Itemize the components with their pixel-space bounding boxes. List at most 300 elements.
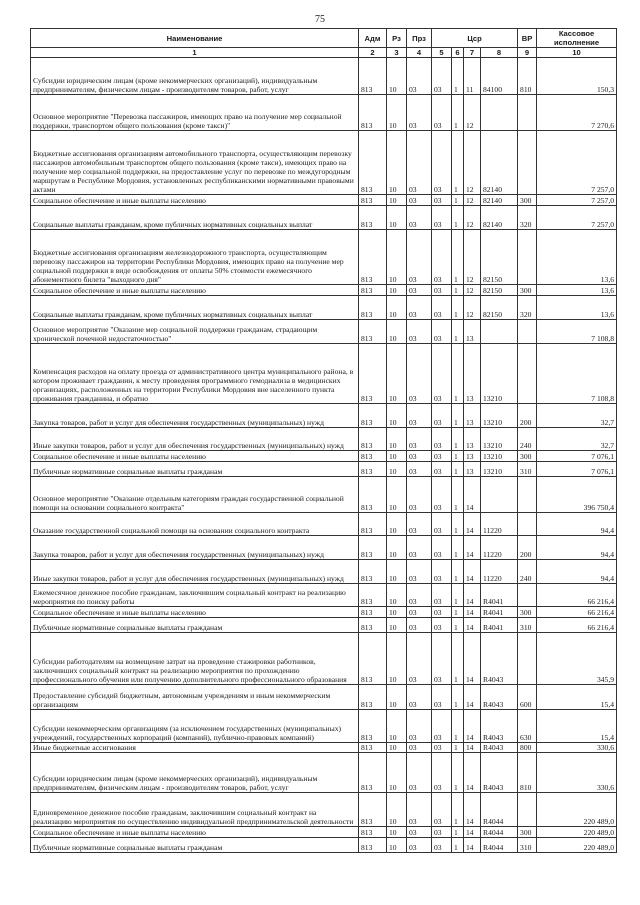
- row-sum: 7 108,8: [537, 344, 617, 404]
- row-csr-2: 1: [452, 58, 464, 95]
- row-csr-2: 1: [452, 560, 464, 584]
- row-csr-1: 03: [432, 753, 452, 793]
- row-prz: 03: [407, 285, 432, 296]
- row-sum: 345,9: [537, 633, 617, 685]
- table-header: [31, 29, 617, 48]
- row-adm: 813: [359, 633, 387, 685]
- row-prz: 03: [407, 428, 432, 451]
- row-csr-1: 03: [432, 206, 452, 230]
- column-number: 9: [518, 48, 537, 58]
- row-csr-1: 03: [432, 685, 452, 710]
- row-rz: 10: [387, 296, 407, 320]
- row-sum: 13,6: [537, 296, 617, 320]
- row-name: Оказание государственной социальной помощи на основании социального контракта: [31, 513, 359, 536]
- row-prz: 03: [407, 58, 432, 95]
- row-name: Единовременное денежное пособие гражданам, заключившим социальный контракт на реализацию мероприятия по осуществлению индивидуальной предпринимательской деятельности: [31, 793, 359, 827]
- table-row: [31, 195, 617, 206]
- row-csr-2: 1: [452, 633, 464, 685]
- row-csr-3: 14: [464, 710, 481, 743]
- row-csr-4: 13210: [481, 428, 518, 451]
- row-csr-4: R4044: [481, 793, 518, 827]
- row-vr: 300: [518, 285, 537, 296]
- row-csr-1: 03: [432, 462, 452, 477]
- row-name: Бюджетные ассигнования организациям железнодорожного транспорта, осуществляющим перевозку пассажиров на территории Республики Мордовия, имеющих право на получение мер социальной поддержки в виде освобождения от оплаты 50% стоимости ежемесячного абонементного билета "выходного дня": [31, 230, 359, 285]
- row-rz: 10: [387, 753, 407, 793]
- table-row: [31, 793, 617, 827]
- row-csr-1: 03: [432, 710, 452, 743]
- table-row: [31, 685, 617, 710]
- row-rz: 10: [387, 633, 407, 685]
- row-csr-4: 11220: [481, 513, 518, 536]
- row-csr-3: 12: [464, 296, 481, 320]
- row-prz: 03: [407, 404, 432, 428]
- row-adm: 813: [359, 477, 387, 513]
- row-csr-1: 03: [432, 827, 452, 838]
- row-rz: 10: [387, 793, 407, 827]
- row-csr-3: 14: [464, 685, 481, 710]
- row-vr: 200: [518, 536, 537, 560]
- row-vr: 310: [518, 838, 537, 853]
- row-vr: [518, 230, 537, 285]
- row-sum: 32,7: [537, 428, 617, 451]
- row-prz: 03: [407, 793, 432, 827]
- table-row: [31, 753, 617, 793]
- row-adm: 813: [359, 230, 387, 285]
- row-name: Закупка товаров, работ и услуг для обеспечения государственных (муниципальных) нужд: [31, 536, 359, 560]
- row-name: Социальное обеспечение и иные выплаты населению: [31, 451, 359, 462]
- row-rz: 10: [387, 462, 407, 477]
- table-row: [31, 58, 617, 95]
- row-vr: 200: [518, 404, 537, 428]
- row-adm: 813: [359, 536, 387, 560]
- row-prz: 03: [407, 477, 432, 513]
- row-sum: 7 257,0: [537, 206, 617, 230]
- table-row: [31, 230, 617, 285]
- row-adm: 813: [359, 710, 387, 743]
- row-name: Социальные выплаты гражданам, кроме публичных нормативных социальных выплат: [31, 296, 359, 320]
- column-numbers-row: [31, 48, 617, 58]
- row-vr: 320: [518, 206, 537, 230]
- row-prz: 03: [407, 710, 432, 743]
- row-prz: 03: [407, 462, 432, 477]
- column-number: 10: [537, 48, 617, 58]
- row-prz: 03: [407, 230, 432, 285]
- row-name: Закупка товаров, работ и услуг для обеспечения государственных (муниципальных) нужд: [31, 404, 359, 428]
- row-rz: 10: [387, 838, 407, 853]
- row-name: Основное мероприятие "Оказание отдельным категориям граждан государственной социальной помощи на основании социального контракта": [31, 477, 359, 513]
- header-sum: Кассовое исполнение: [537, 29, 617, 48]
- row-csr-1: 03: [432, 513, 452, 536]
- row-name: Бюджетные ассигнования организациям автомобильного транспорта, осуществляющим перевозку пассажиров автомобильным транспортом общего пользования (кроме такси), имеющих право на получение мер социальной поддержки, на предоставление услуг по перевозке по междугородным маршрутам в Республике Мордовия, установленных республиканскими нормативными правовыми актами: [31, 131, 359, 195]
- row-csr-1: 03: [432, 296, 452, 320]
- row-name: Социальное обеспечение и иные выплаты населению: [31, 607, 359, 618]
- row-csr-2: 1: [452, 536, 464, 560]
- row-csr-4: R4041: [481, 607, 518, 618]
- column-number: 8: [481, 48, 518, 58]
- row-adm: 813: [359, 618, 387, 633]
- row-csr-2: 1: [452, 131, 464, 195]
- row-name: Компенсация расходов на оплату проезда от административного центра муниципального района, в котором проживает гражданин, к месту проведения программного гемодиализа в медицинских организациях, расположенных на территории Республики Мордовия вне населенного пункта проживания гражданина, и обратно: [31, 344, 359, 404]
- row-csr-1: 03: [432, 285, 452, 296]
- row-csr-4: [481, 320, 518, 344]
- row-adm: 813: [359, 58, 387, 95]
- table-body: [31, 58, 617, 853]
- row-rz: 10: [387, 451, 407, 462]
- row-sum: 15,4: [537, 710, 617, 743]
- row-sum: 94,4: [537, 513, 617, 536]
- row-csr-3: 14: [464, 838, 481, 853]
- row-csr-4: 82150: [481, 296, 518, 320]
- row-rz: 10: [387, 584, 407, 607]
- table-row: [31, 462, 617, 477]
- table-row: [31, 710, 617, 743]
- row-csr-1: 03: [432, 131, 452, 195]
- row-vr: 240: [518, 428, 537, 451]
- row-csr-1: 03: [432, 793, 452, 827]
- row-rz: 10: [387, 428, 407, 451]
- row-name: Предоставление субсидий бюджетным, автономным учреждениям и иным некоммерческим организациям: [31, 685, 359, 710]
- row-prz: 03: [407, 344, 432, 404]
- row-sum: 7 076,1: [537, 462, 617, 477]
- row-csr-4: 13210: [481, 404, 518, 428]
- row-vr: [518, 320, 537, 344]
- row-adm: 813: [359, 320, 387, 344]
- row-csr-4: [481, 95, 518, 131]
- row-name: Социальное обеспечение и иные выплаты населению: [31, 285, 359, 296]
- table-row: [31, 404, 617, 428]
- column-number: 1: [31, 48, 359, 58]
- row-prz: 03: [407, 827, 432, 838]
- row-vr: 240: [518, 560, 537, 584]
- row-adm: 813: [359, 743, 387, 753]
- column-number: 4: [407, 48, 432, 58]
- header-vr: ВР: [518, 29, 537, 48]
- row-csr-3: 14: [464, 477, 481, 513]
- table-row: [31, 838, 617, 853]
- row-rz: 10: [387, 477, 407, 513]
- row-csr-4: R4044: [481, 827, 518, 838]
- row-adm: 813: [359, 404, 387, 428]
- row-csr-3: 14: [464, 618, 481, 633]
- row-csr-4: 13210: [481, 344, 518, 404]
- row-csr-3: 12: [464, 95, 481, 131]
- row-sum: 330,6: [537, 743, 617, 753]
- row-prz: 03: [407, 320, 432, 344]
- row-csr-4: 82150: [481, 285, 518, 296]
- row-csr-3: 14: [464, 584, 481, 607]
- table-row: [31, 536, 617, 560]
- row-name: Публичные нормативные социальные выплаты гражданам: [31, 462, 359, 477]
- row-csr-4: 82140: [481, 195, 518, 206]
- row-rz: 10: [387, 285, 407, 296]
- row-rz: 10: [387, 607, 407, 618]
- row-csr-2: 1: [452, 743, 464, 753]
- row-name: Субсидии работодателям на возмещение затрат на проведение стажировки работников, заключивших социальный контракт на реализацию мероприятия по прохождению профессионального обучения или получению дополнительного профессионального образования: [31, 633, 359, 685]
- row-csr-2: 1: [452, 451, 464, 462]
- row-csr-3: 12: [464, 131, 481, 195]
- row-csr-4: R4043: [481, 685, 518, 710]
- row-csr-4: R4043: [481, 633, 518, 685]
- row-sum: 7 270,6: [537, 95, 617, 131]
- row-sum: 13,6: [537, 230, 617, 285]
- row-rz: 10: [387, 320, 407, 344]
- row-name: Иные закупки товаров, работ и услуг для обеспечения государственных (муниципальных) нужд: [31, 560, 359, 584]
- row-csr-3: 13: [464, 344, 481, 404]
- row-csr-4: 13210: [481, 451, 518, 462]
- row-vr: [518, 344, 537, 404]
- row-csr-2: 1: [452, 838, 464, 853]
- row-adm: 813: [359, 206, 387, 230]
- row-csr-1: 03: [432, 344, 452, 404]
- row-csr-3: 12: [464, 230, 481, 285]
- row-rz: 10: [387, 513, 407, 536]
- row-adm: 813: [359, 827, 387, 838]
- row-csr-2: 1: [452, 584, 464, 607]
- row-rz: 10: [387, 230, 407, 285]
- row-rz: 10: [387, 827, 407, 838]
- column-number: 2: [359, 48, 387, 58]
- row-csr-3: 14: [464, 536, 481, 560]
- row-csr-3: 14: [464, 633, 481, 685]
- row-csr-1: 03: [432, 633, 452, 685]
- row-csr-3: 14: [464, 513, 481, 536]
- row-csr-3: 13: [464, 404, 481, 428]
- row-csr-4: 13210: [481, 462, 518, 477]
- row-name: Иные закупки товаров, работ и услуг для обеспечения государственных (муниципальных) нужд: [31, 428, 359, 451]
- row-prz: 03: [407, 753, 432, 793]
- row-csr-3: 12: [464, 206, 481, 230]
- row-csr-1: 03: [432, 320, 452, 344]
- row-csr-4: 82150: [481, 230, 518, 285]
- row-csr-2: 1: [452, 206, 464, 230]
- row-name: Социальное обеспечение и иные выплаты населению: [31, 827, 359, 838]
- header-rz: Рз: [387, 29, 407, 48]
- table-row: [31, 633, 617, 685]
- row-csr-1: 03: [432, 607, 452, 618]
- row-csr-3: 12: [464, 285, 481, 296]
- row-vr: 810: [518, 58, 537, 95]
- row-sum: 7 257,0: [537, 195, 617, 206]
- row-rz: 10: [387, 404, 407, 428]
- row-rz: 10: [387, 95, 407, 131]
- row-vr: 310: [518, 462, 537, 477]
- row-csr-1: 03: [432, 743, 452, 753]
- row-name: Публичные нормативные социальные выплаты гражданам: [31, 838, 359, 853]
- table-row: [31, 206, 617, 230]
- row-adm: 813: [359, 462, 387, 477]
- row-rz: 10: [387, 536, 407, 560]
- row-csr-4: R4043: [481, 753, 518, 793]
- row-csr-4: 11220: [481, 560, 518, 584]
- row-prz: 03: [407, 607, 432, 618]
- table-row: [31, 428, 617, 451]
- column-number: 6: [452, 48, 464, 58]
- row-csr-2: 1: [452, 477, 464, 513]
- row-name: Субсидии некоммерческим организациям (за исключением государственных (муниципальных) учреждений, государственных корпораций (компаний), публично-правовых компаний): [31, 710, 359, 743]
- row-rz: 10: [387, 743, 407, 753]
- header-prz: Прз: [407, 29, 432, 48]
- row-adm: 813: [359, 685, 387, 710]
- row-csr-1: 03: [432, 404, 452, 428]
- row-csr-4: 82140: [481, 131, 518, 195]
- table-row: [31, 743, 617, 753]
- row-sum: 32,7: [537, 404, 617, 428]
- row-prz: 03: [407, 560, 432, 584]
- row-prz: 03: [407, 451, 432, 462]
- row-adm: 813: [359, 285, 387, 296]
- row-vr: 630: [518, 710, 537, 743]
- table-row: [31, 296, 617, 320]
- row-csr-2: 1: [452, 793, 464, 827]
- column-number: 3: [387, 48, 407, 58]
- row-vr: [518, 584, 537, 607]
- table-row: [31, 584, 617, 607]
- row-csr-3: 13: [464, 320, 481, 344]
- row-csr-2: 1: [452, 618, 464, 633]
- row-prz: 03: [407, 131, 432, 195]
- row-sum: 7 257,0: [537, 131, 617, 195]
- budget-execution-table: [30, 28, 617, 853]
- row-csr-4: 11220: [481, 536, 518, 560]
- row-csr-1: 03: [432, 95, 452, 131]
- row-csr-1: 03: [432, 451, 452, 462]
- row-name: Иные бюджетные ассигнования: [31, 743, 359, 753]
- table-row: [31, 513, 617, 536]
- row-adm: 813: [359, 560, 387, 584]
- row-rz: 10: [387, 131, 407, 195]
- row-sum: 13,6: [537, 285, 617, 296]
- row-csr-2: 1: [452, 827, 464, 838]
- row-sum: 220 489,0: [537, 827, 617, 838]
- row-name: Основное мероприятие "Оказание мер социальной поддержки гражданам, страдающим хронической почечной недостаточностью": [31, 320, 359, 344]
- table-row: [31, 285, 617, 296]
- row-csr-2: 1: [452, 607, 464, 618]
- row-csr-4: R4044: [481, 838, 518, 853]
- row-rz: 10: [387, 618, 407, 633]
- row-rz: 10: [387, 685, 407, 710]
- row-csr-1: 03: [432, 58, 452, 95]
- table-row: [31, 477, 617, 513]
- row-csr-2: 1: [452, 195, 464, 206]
- row-vr: [518, 633, 537, 685]
- row-csr-2: 1: [452, 462, 464, 477]
- row-adm: 813: [359, 131, 387, 195]
- row-vr: 320: [518, 296, 537, 320]
- row-csr-1: 03: [432, 536, 452, 560]
- table-row: [31, 618, 617, 633]
- row-adm: 813: [359, 753, 387, 793]
- row-prz: 03: [407, 195, 432, 206]
- row-name: Ежемесячное денежное пособие гражданам, заключившим социальный контракт на реализацию мероприятия по поиску работы: [31, 584, 359, 607]
- table-row: [31, 827, 617, 838]
- row-adm: 813: [359, 838, 387, 853]
- page-number: 75: [315, 14, 325, 25]
- row-prz: 03: [407, 838, 432, 853]
- row-csr-4: R4043: [481, 743, 518, 753]
- row-rz: 10: [387, 206, 407, 230]
- row-csr-2: 1: [452, 685, 464, 710]
- row-rz: 10: [387, 560, 407, 584]
- row-csr-1: 03: [432, 428, 452, 451]
- table-row: [31, 607, 617, 618]
- row-csr-1: 03: [432, 618, 452, 633]
- header-name: Наименование: [31, 29, 359, 48]
- row-csr-4: R4043: [481, 710, 518, 743]
- row-adm: 813: [359, 296, 387, 320]
- row-csr-3: 13: [464, 462, 481, 477]
- row-vr: 300: [518, 827, 537, 838]
- row-adm: 813: [359, 451, 387, 462]
- row-vr: [518, 131, 537, 195]
- row-sum: 330,6: [537, 753, 617, 793]
- row-csr-2: 1: [452, 404, 464, 428]
- row-prz: 03: [407, 584, 432, 607]
- row-rz: 10: [387, 195, 407, 206]
- row-csr-1: 03: [432, 560, 452, 584]
- table-row: [31, 560, 617, 584]
- row-csr-4: R4041: [481, 618, 518, 633]
- row-csr-3: 14: [464, 753, 481, 793]
- header-csr: Цср: [432, 29, 518, 48]
- row-csr-3: 14: [464, 743, 481, 753]
- row-prz: 03: [407, 206, 432, 230]
- row-vr: 800: [518, 743, 537, 753]
- column-number: 5: [432, 48, 452, 58]
- row-csr-1: 03: [432, 477, 452, 513]
- row-vr: [518, 793, 537, 827]
- row-prz: 03: [407, 633, 432, 685]
- row-prz: 03: [407, 95, 432, 131]
- row-csr-2: 1: [452, 710, 464, 743]
- row-sum: 94,4: [537, 536, 617, 560]
- row-csr-2: 1: [452, 513, 464, 536]
- row-sum: 220 489,0: [537, 793, 617, 827]
- row-sum: 220 489,0: [537, 838, 617, 853]
- row-sum: 396 750,4: [537, 477, 617, 513]
- row-csr-2: 1: [452, 95, 464, 131]
- row-adm: 813: [359, 607, 387, 618]
- row-csr-3: 14: [464, 607, 481, 618]
- row-vr: 300: [518, 195, 537, 206]
- row-csr-3: 13: [464, 428, 481, 451]
- row-csr-3: 14: [464, 827, 481, 838]
- row-prz: 03: [407, 296, 432, 320]
- row-csr-3: 14: [464, 560, 481, 584]
- table-row: [31, 131, 617, 195]
- row-csr-4: 84100: [481, 58, 518, 95]
- row-csr-2: 1: [452, 296, 464, 320]
- row-csr-2: 1: [452, 285, 464, 296]
- row-vr: 600: [518, 685, 537, 710]
- row-csr-2: 1: [452, 230, 464, 285]
- row-vr: [518, 477, 537, 513]
- table-row: [31, 451, 617, 462]
- row-adm: 813: [359, 95, 387, 131]
- row-sum: 150,3: [537, 58, 617, 95]
- row-adm: 813: [359, 195, 387, 206]
- row-prz: 03: [407, 743, 432, 753]
- table-row: [31, 344, 617, 404]
- row-csr-1: 03: [432, 584, 452, 607]
- row-vr: 300: [518, 451, 537, 462]
- row-adm: 813: [359, 584, 387, 607]
- row-rz: 10: [387, 710, 407, 743]
- column-number: 7: [464, 48, 481, 58]
- row-csr-4: 82140: [481, 206, 518, 230]
- row-csr-3: 11: [464, 58, 481, 95]
- row-adm: 813: [359, 513, 387, 536]
- row-csr-4: [481, 477, 518, 513]
